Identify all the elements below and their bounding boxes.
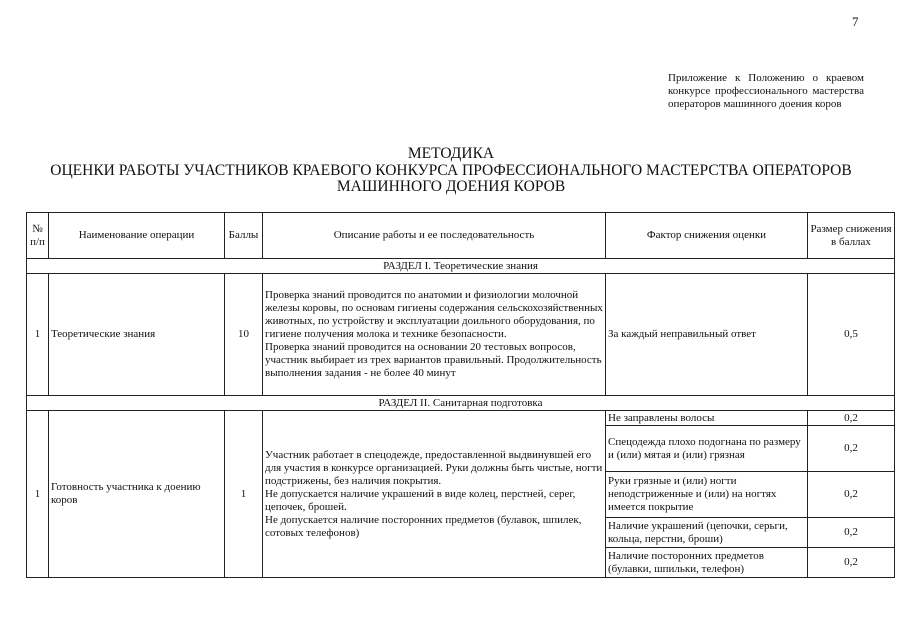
description-paragraph: Участник работает в спецодежде, предоставленной выдвинувшей его для участия в конкурсе организацией. Руки должны быть чистые, ногти подстрижены, без наличия покрытия.: [265, 448, 603, 487]
reduction-cell: 0,2: [808, 472, 895, 518]
row-factor: За каждый неправильный ответ: [606, 274, 808, 396]
reduction-cell: 0,2: [808, 548, 895, 578]
header-num: № п/п: [27, 213, 49, 259]
description-paragraph: Не допускается наличие украшений в виде колец, перстней, серег, цепочек, брошей.: [265, 487, 576, 513]
row-points: 10: [225, 274, 263, 396]
page-number: 7: [852, 14, 859, 29]
reduction-cell: 0,2: [808, 411, 895, 426]
row-name: Теоретические знания: [49, 274, 225, 396]
section-row: [27, 396, 895, 411]
row-name: Готовность участника к доению коров: [49, 411, 225, 578]
table-row: [27, 411, 895, 426]
factor-cell: Наличие посторонних предметов (булавки, шпильки, телефон): [606, 548, 808, 578]
header-factor: Фактор снижения оценки: [606, 213, 808, 259]
document-title: [0, 146, 902, 196]
evaluation-table: [26, 212, 895, 578]
row-description: [263, 274, 606, 396]
header-reduction: Размер снижения в баллах: [808, 213, 895, 259]
row-points: 1: [225, 411, 263, 578]
title-line-2: ОЦЕНКИ РАБОТЫ УЧАСТНИКОВ КРАЕВОГО КОНКУРСА ПРОФЕССИОНАЛЬНОГО МАСТЕРСТВА ОПЕРАТОРОВ: [50, 161, 852, 179]
section-1-title: РАЗДЕЛ I. Теоретические знания: [27, 259, 895, 274]
description-paragraph: Не допускается наличие посторонних предметов (булавок, шпилек, сотовых телефонов): [265, 513, 582, 539]
description-paragraph: Проверка знаний проводится по анатомии и физиологии молочной железы коровы, по основам гигиены содержания сельскохозяйственных животных, по устройству и эксплуатации доильного оборудования, по гигиене получения молока и технике безопасности.: [265, 289, 603, 340]
factor-cell: Наличие украшений (цепочки, серьги, кольца, перстни, броши): [606, 518, 808, 548]
factor-cell: Спецодежда плохо подогнана по размеру и (или) мятая и (или) грязная: [606, 426, 808, 472]
header-name: Наименование операции: [49, 213, 225, 259]
section-2-title: РАЗДЕЛ II. Санитарная подготовка: [27, 396, 895, 411]
row-num: 1: [27, 274, 49, 396]
description-paragraph: Проверка знаний проводится на основании 20 тестовых вопросов, участник выбирает из трех вариантов правильный. Продолжительность выполнения задания - не более 40 минут: [265, 341, 602, 379]
factor-cell: Руки грязные и (или) ногти неподстриженные и (или) на ногтях имеется покрытие: [606, 472, 808, 518]
row-description: [263, 411, 606, 578]
row-reduction: 0,5: [808, 274, 895, 396]
row-num: 1: [27, 411, 49, 578]
table-header-row: [27, 213, 895, 259]
section-row: [27, 259, 895, 274]
header-description: Описание работы и ее последовательность: [263, 213, 606, 259]
table-row: [27, 274, 895, 396]
factor-cell: Не заправлены волосы: [606, 411, 808, 426]
title-line-1: МЕТОДИКА: [407, 145, 495, 162]
header-points: Баллы: [225, 213, 263, 259]
appendix-note: Приложение к Положению о краевом конкурсе профессионального мастерства операторов машинного доения коров: [668, 72, 864, 110]
reduction-cell: 0,2: [808, 426, 895, 472]
title-line-3: МАШИННОГО ДОЕНИЯ КОРОВ: [336, 178, 566, 195]
reduction-cell: 0,2: [808, 518, 895, 548]
